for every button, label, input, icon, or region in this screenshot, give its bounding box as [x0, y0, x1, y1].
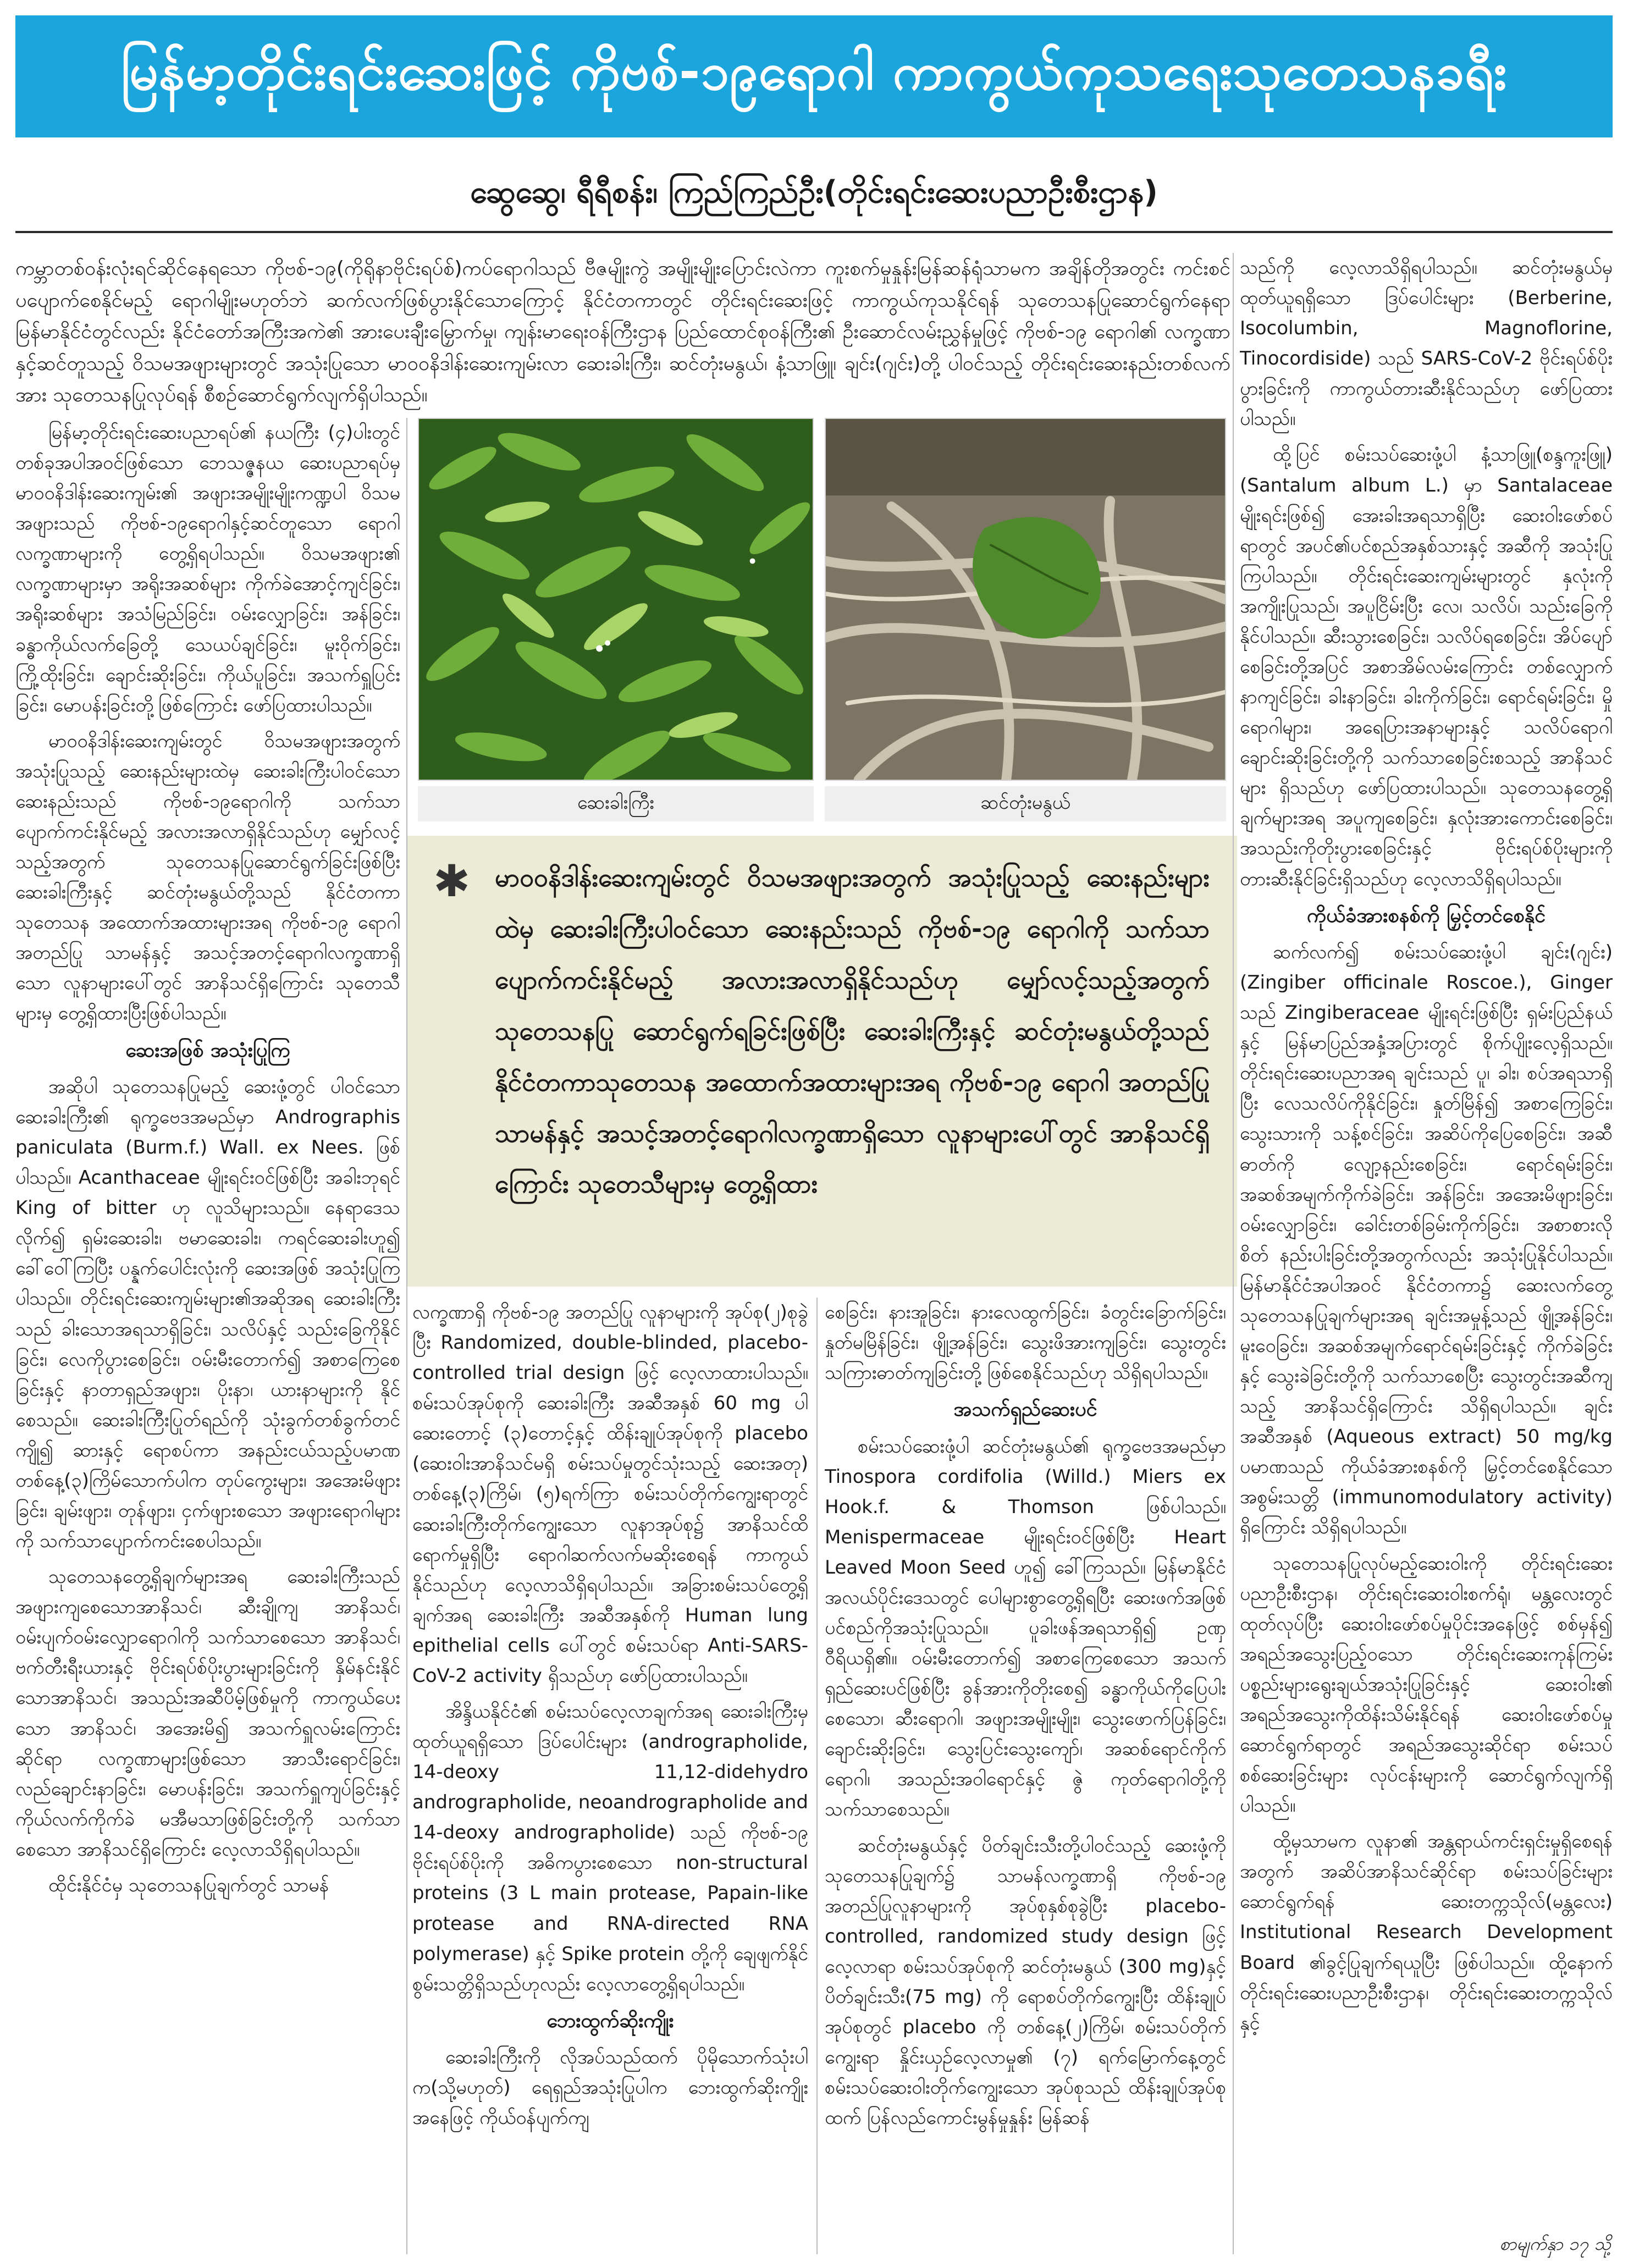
column-4	[1240, 253, 1613, 2227]
col2-paragraph-3: ဆေးခါးကြီးကို လိုအပ်သည်ထက် ပိုမိုသောက်သုံးပါက(သို့မဟုတ်) ရေရှည်အသုံးပြုပါက ဘေးထွက်ဆိုးကျိုးအနေဖြင့် ကိုယ်ဝန်ပျက်ကျ	[412, 2046, 808, 2129]
photo-tinospora	[825, 418, 1226, 781]
photo-andrographis	[418, 418, 814, 781]
col4-paragraph-5: ထို့မှသာမက လူနာ၏ အန္တရာယ်ကင်းရှင်းမှုရှိစေရန်အတွက် အဆိပ်အာနိသင်ဆိုင်ရာ စမ်းသပ်ခြင်းများဆောင်ရွက်ရန် ဆေးတက္ကသိုလ်(မန္တလေး) Institutional Research Development Board ၏ခွင့်ပြုချက်ရယူပြီး ဖြစ်ပါသည်။ ထို့နောက် တိုင်းရင်းဆေးပညာဦးစီးဌာန၊ တိုင်းရင်းဆေးတက္ကသိုလ်နှင့်	[1240, 1830, 1613, 2034]
col4-subheading: ကိုယ်ခံအားစနစ်ကို မြှင့်တင်စေနိုင်	[1306, 904, 1546, 927]
col1-paragraph-1: မြန်မာ့တိုင်းရင်းဆေးပညာရပ်၏ နယကြီး (၄)ပါးတွင် တစ်ခုအပါအဝင်ဖြစ်သော ဘေသဇ္ဇနယ ဆေးပညာရပ်မှ မာဝဝနိဒါန်းဆေးကျမ်း၏ အဖျားအမျိုးမျိုးကဏ္ဍပါ ဝိသမအဖျားသည် ကိုဗစ်-၁၉ရောဂါနှင့်ဆင်တူသော ရောဂါလက္ခဏာများကို တွေ့ရှိရပါသည်။ ဝိသမအဖျား၏ လက္ခဏာများမှာ အရိုးအဆစ်များ ကိုက်ခဲအောင့်ကျင်ခြင်း၊ အရိုးဆစ်များ အသံမြည်ခြင်း၊ ဝမ်းလျှောခြင်း၊ အန်ခြင်း၊ ခန္ဓာကိုယ်လက်ခြေတို့ သေယပ်ချင်ခြင်း၊ မူးဝိုက်ခြင်း၊ ကြို့ထိုးခြင်း၊ ချောင်းဆိုးခြင်း၊ ကိုယ်ပူခြင်း၊ အသက်ရှူပြင်းခြင်း၊ မောပန်းခြင်းတို့ဖြစ်ကြောင်း ဖော်ပြထားပါသည်။	[15, 422, 400, 716]
column-1	[15, 418, 400, 2254]
col2-paragraph-2: အိန္ဒိယနိုင်ငံ၏ စမ်းသပ်လေ့လာချက်အရ ဆေးခါးကြီးမှ ထုတ်ယူရရှိသော ဒြပ်ပေါင်းများ (andrographolide, 14-deoxy 11,12-didehydro andrographolide, neoandrographolide and 14-deoxy andrographolide) သည် ကိုဗစ်-၁၉ ဗိုင်းရပ်စ်ပိုးကို အဓိကပွားစေသော non-structural proteins (3 L main protease, Papain-like protease and RNA-directed RNA polymerase) နှင့် Spike protein တို့ကို ချေဖျက်နိုင်စွမ်းသတ္တိရှိသည်ဟုလည်း လေ့လာတွေ့ရှိရပါသည်။	[412, 1701, 808, 1995]
col3-subheading: အသက်ရှည်ဆေးပင်	[953, 1398, 1097, 1421]
column-divider-2	[816, 1298, 818, 2254]
pull-quote-box	[407, 836, 1237, 1287]
col4-paragraph-1: သည်ကို လေ့လာသိရှိရပါသည်။ ဆင်တုံးမနွယ်မှ ထုတ်ယူရရှိသော ဒြပ်ပေါင်းများ (Berberine, Isocolumbin, Magnoflorine, Tinocordiside) သည် SARS-CoV-2 ဗိုင်းရပ်စ်ပိုးပွားခြင်းကို ကာကွယ်တားဆီးနိုင်သည်ဟု ဖော်ပြထားပါသည်။	[1240, 257, 1613, 431]
col3-paragraph-2: စမ်းသပ်ဆေးဖုံ့ပါ ဆင်တုံးမနွယ်၏ ရုက္ခဗေဒအမည်မှာ Tinospora cordifolia (Willd.) Miers ex Hook.f. & Thomson ဖြစ်ပါသည်။ Menispermaceae မျိုးရင်းဝင်ဖြစ်ပြီး Heart Leaved Moon Seed ဟူ၍ ခေါ်ကြသည်။ မြန်မာနိုင်ငံအလယ်ပိုင်းဒေသတွင် ပေါများစွာတွေ့ရှိရပြီး ဆေးဖက်အဖြစ်ပင်စည်ကိုအသုံးပြုသည်။ ပူခါးဖန်အရသာရှိ၍ ဥဏှဝီရိယရှိ၏။ ဝမ်းမီးတောက်၍ အစာကြေစေသော အသက်ရှည်ဆေးပင်ဖြစ်ပြီး ခွန်အားကိုတိုးစေ၍ ခန္ဓာကိုယ်ကိုပြေပါးစေသော၊ ဆီးရောဂါ၊ အဖျားအမျိုးမျိုး၊ သွေးဖောက်ပြန်ခြင်း၊ ချောင်းဆိုးခြင်း၊ သွေးပြင်းသွေးကျော်၊ အဆစ်ရောင်ကိုက်ရောဂါ၊ အသည်းအဝါရောင်နှင့် ဇွဲ ကုတ်ရောဂါတို့ကို သက်သာစေသည်။	[825, 1435, 1226, 1821]
continued-note: စာမျက်နှာ ၁၇ သို့	[1499, 2233, 1611, 2254]
caption-tinospora: ဆင်တုံးမနွယ်	[825, 786, 1226, 821]
col1-paragraph-4: သုတေသနတွေ့ရှိချက်များအရ ဆေးခါးကြီးသည် အဖျားကျစေသောအာနိသင်၊ ဆီးချိုကျ အာနိသင်၊ ဝမ်းပျက်ဝမ်းလျှောရောဂါကို သက်သာစေသော အာနိသင်၊ ဗက်တီးရီးယားနှင့် ဗိုင်းရပ်စ်ပိုးပွားများခြင်းကို နှိမ်နင်းနိုင်သောအာနိသင်၊ အသည်းအဆီပိမ့်ဖြစ်မှုကို ကာကွယ်ပေးသော အာနိသင်၊ အအေးမိ၍ အသက်ရှူလမ်းကြောင်းဆိုင်ရာ လက္ခဏာများဖြစ်သော အာသီးရောင်ခြင်း၊ လည်ချောင်းနာခြင်း၊ မောပန်းခြင်း၊ အသက်ရှူကျပ်ခြင်းနှင့် ကိုယ်လက်ကိုက်ခဲ မအီမသာဖြစ်ခြင်းတို့ကို သက်သာစေသော အာနိသင်ရှိကြောင်း လေ့လာသိရှိရပါသည်။	[15, 1566, 400, 1861]
asterisk-icon: ✱	[433, 856, 471, 907]
andrographis-plant-image	[419, 419, 813, 780]
col1-paragraph-3: အဆိုပါ သုတေသနပြုမည့် ဆေးဖုံ့တွင် ပါဝင်သော ဆေးခါးကြီး၏ ရုက္ခဗေဒအမည်မှာ Andrographis paniculata (Burm.f.) Wall. ex Nees. ဖြစ်ပါသည်။ Acanthaceae မျိုးရင်းဝင်ဖြစ်ပြီး အခါးဘုရင် King of bitter ဟု လူသိများသည်။ နေရာဒေသလိုက်၍ ရှမ်းဆေးခါး၊ ဗမာဆေးခါး၊ ကရင်ဆေးခါးဟူ၍ ခေါ်ဝေါ်ကြပြီး ပန္နက်ပေါင်းလုံးကို ဆေးအဖြစ် အသုံးပြုကြပါသည်။ တိုင်းရင်းဆေးကျမ်းများ၏အဆိုအရ ဆေးခါးကြီးသည် ခါးသောအရသာရှိခြင်း၊ သလိပ်နှင့် သည်းခြေကိုနိုင်ခြင်း၊ လေကိုပွားစေခြင်း၊ ဝမ်းမီးတောက်၍ အစာကြေစေခြင်းနှင့် နာတာရှည်အဖျား၊ ပိုးနာ၊ ယားနာများကို နိုင်စေသည်။ ဆေးခါးကြီးပြုတ်ရည်ကို သုံးခွက်တစ်ခွက်တင် ကျို၍ ဆားနှင့် ရောစပ်ကာ အနည်းငယ်သည့်ပမာဏ တစ်နေ့(၃)ကြိမ်သောက်ပါက တုပ်ကွေးများ၊ အအေးမိဖျားခြင်း၊ ချမ်းဖျား၊ တုန်ဖျား၊ ငှက်ဖျားစသော အဖျားရောဂါများကို သက်သာပျောက်ကင်းစေပါသည်။	[15, 1075, 400, 1553]
header-rule	[15, 231, 1613, 233]
col3-paragraph-1: စေခြင်း၊ နားအူခြင်း၊ နားလေထွက်ခြင်း၊ ခံတွင်းခြောက်ခြင်း၊ နှုတ်မမြိန်ခြင်း၊ ဖျို့အန်ခြင်း၊ သွေးဖိအားကျခြင်း၊ သွေးတွင်းသကြားဓာတ်ကျခြင်းတို့ ဖြစ်စေနိုင်သည်ဟု သိရှိရပါသည်။	[825, 1301, 1226, 1384]
column-divider-3	[1233, 253, 1234, 2254]
col1-paragraph-2: မာဝဝနိဒါန်းဆေးကျမ်းတွင် ဝိသမအဖျားအတွက် အသုံးပြုသည့် ဆေးနည်းများထဲမှ ဆေးခါးကြီးပါဝင်သော ဆေးနည်းသည် ကိုဗစ်-၁၉ရောဂါကို သက်သာပျောက်ကင်းနိုင်မည့် အလားအလာရှိနိုင်သည်ဟု မျှော်လင့်သည့်အတွက် သုတေသနပြုဆောင်ရွက်ခြင်းဖြစ်ပြီး ဆေးခါးကြီးနှင့် ဆင်တုံးမနွယ်တို့သည် နိုင်ငံတကာသုတေသန အထောက်အထားများအရ ကိုဗစ်-၁၉ ရောဂါ အတည်ပြု သာမန်နှင့် အသင့်အတင့်ရောဂါလက္ခဏာရှိသော လူနာများပေါ်တွင် အာနိသင်ရှိကြောင်း သုတေသီများမှ တွေ့ရှိထားပြီးဖြစ်ပါသည်။	[15, 730, 400, 1025]
byline-text: ဆွေဆွေ၊ ရီရီစန်း၊ ကြည်ကြည်ဦး(တိုင်းရင်းဆေးပညာဦးစီးဌာန)	[470, 174, 1158, 210]
col4-paragraph-4: သုတေသနပြုလုပ်မည့်ဆေးဝါးကို တိုင်းရင်းဆေးပညာဦးစီးဌာန၊ တိုင်းရင်းဆေးဝါးစက်ရုံ၊ မန္တလေးတွင် ထုတ်လုပ်ပြီး ဆေးဝါးဖော်စပ်မှုပိုင်းအနေဖြင့် စစ်မှန်၍ အရည်အသွေးပြည့်ဝသော တိုင်းရင်းဆေးကုန်ကြမ်းပစ္စည်းများရွေးချယ်အသုံးပြုခြင်းနှင့် ဆေးဝါး၏ အရည်အသွေးကိုထိန်းသိမ်းနိုင်ရန် ဆေးဝါးဖော်စပ်မှုဆောင်ရွက်ရာတွင် အရည်အသွေးဆိုင်ရာ စမ်းသပ်စစ်ဆေးခြင်းများ လုပ်ငန်းများကို ဆောင်ရွက်လျက်ရှိပါသည်။	[1240, 1552, 1613, 1817]
caption-andrographis: ဆေးခါးကြီး	[418, 786, 814, 821]
col2-subheading: ဘေးထွက်ဆိုးကျိုး	[547, 2009, 674, 2032]
col1-paragraph-5: ထိုင်းနိုင်ငံမှ သုတေသနပြုချက်တွင် သာမန်	[48, 1874, 329, 1896]
column-2	[412, 1298, 808, 2254]
col3-paragraph-3: ဆင်တုံးမနွယ်နှင့် ပိတ်ချင်းသီးတို့ပါဝင်သည့် ဆေးဖုံ့ကို သုတေသနပြုချက်၌ သာမန်လက္ခဏာရှိ ကိုဗစ်-၁၉ အတည်ပြုလူနာများကို အုပ်စုနှစ်စုခွဲပြီး placebo-controlled, randomized study design ဖြင့်လေ့လာရာ စမ်းသပ်အုပ်စုကို ဆင်တုံးမနွယ် (300 mg)နှင့် ပိတ်ချင်းသီး(75 mg) ကို ရောစပ်တိုက်ကျွေးပြီး ထိန်းချုပ်အုပ်စုတွင် placebo ကို တစ်နေ့(၂)ကြိမ်၊ စမ်းသပ်တိုက်ကျွေးရာ နှိုင်းယှဉ်လေ့လာမှု၏ (၇) ရက်မြောက်နေ့တွင် စမ်းသပ်ဆေးဝါးတိုက်ကျွေးသော အုပ်စုသည် ထိန်းချုပ်အုပ်စုထက် ပြန်လည်ကောင်းမွန်မှုနှုန်း မြန်ဆန်	[825, 1834, 1226, 2129]
byline	[0, 165, 1628, 225]
col4-paragraph-2: ထို့ပြင် စမ်းသပ်ဆေးဖုံ့ပါ နံ့သာဖြူ(စန္ဒကူးဖြူ) (Santalum album L.) မှာ Santalaceae မျိုးရင်းဖြစ်၍ အေးခါးအရသာရှိပြီး ဆေးဝါးဖော်စပ်ရာတွင် အပင်၏ပင်စည်အနှစ်သားနှင့် အဆီကို အသုံးပြုကြပါသည်။ တိုင်းရင်းဆေးကျမ်းများတွင် နှလုံးကိုအကျိုးပြုသည်၊ အပူငြိမ်းပြီး လေ၊ သလိပ်၊ သည်းခြေကိုနိုင်ပါသည်။ ဆီးသွားစေခြင်း၊ သလိပ်ရစေခြင်း၊ အိပ်ပျော်စေခြင်းတို့အပြင် အစာအိမ်လမ်းကြောင်း တစ်လျှောက်နာကျင်ခြင်း၊ ခါးနာခြင်း၊ ခါးကိုက်ခြင်း၊ ရောင်ရမ်းခြင်း၊ မှိုရောဂါများ၊ အရေပြားအနာများနှင့် သလိပ်ရောဂါ ချောင်းဆိုးခြင်းတို့ကို သက်သာစေခြင်းစသည့် အာနိသင်များ ရှိသည်ဟု ဖော်ပြထားပါသည်။ သုတေသနတွေ့ရှိချက်များအရ အပူကျစေခြင်း၊ နှလုံးအားကောင်းစေခြင်း၊ အသည်းကိုတိုးပွားစေခြင်းနှင့် ဗိုင်းရပ်စ်ပိုးများကို တားဆီးနိုင်ခြင်းရှိသည်ဟု လေ့လာသိရှိရပါသည်။	[1240, 444, 1613, 890]
lead-paragraph: ကမ္ဘာတစ်ဝန်းလုံးရင်ဆိုင်နေရသော ကိုဗစ်-၁၉(ကိုရိုနာဗိုင်းရပ်စ်)ကပ်ရောဂါသည် ဗီဇမျိုးကွဲ အမျိုးမျိုးပြောင်းလဲကာ ကူးစက်မှုနှုန်းမြန်ဆန်ရုံသာမက အချိန်တိုအတွင်း ကင်းစင်ပပျောက်စေနိုင်မည့် ရောဂါမျိုးမဟုတ်ဘဲ ဆက်လက်ဖြစ်ပွားနိုင်သောကြောင့် နိုင်ငံတကာတွင် တိုင်းရင်းဆေးဖြင့် ကာကွယ်ကုသနိုင်ရန် သုတေသနပြုဆောင်ရွက်နေရာ မြန်မာနိုင်ငံတွင်လည်း နိုင်ငံတော်အကြီးအကဲ၏ အားပေးချီးမြှောက်မှု၊ ကျန်းမာရေးဝန်ကြီးဌာန ပြည်ထောင်စုဝန်ကြီး၏ ဦးဆောင်လမ်းညွှန်မှုဖြင့် ကိုဗစ်-၁၉ ရောဂါ၏ လက္ခဏာနှင့်ဆင်တူသည့် ဝိသမအဖျားများတွင် အသုံးပြုသော မာဝဝနိဒါန်းဆေးကျမ်းလာ ဆေးခါးကြီး၊ ဆင်တုံးမနွယ်၊ နံ့သာဖြူ၊ ချင်း(ဂျင်း)တို့ ပါဝင်သည့် တိုင်းရင်းဆေးနည်းတစ်လက်အား သုတေသနပြုလုပ်ရန် စီစဉ်ဆောင်ရွက်လျက်ရှိပါသည်။	[15, 257, 1230, 407]
column-divider-1	[406, 418, 407, 2254]
tinospora-vine-image	[826, 419, 1225, 780]
title-banner	[15, 15, 1613, 137]
column-3	[825, 1298, 1226, 2254]
page-title: မြန်မာ့တိုင်းရင်းဆေးဖြင့် ကိုဗစ်-၁၉ရောဂါ ကာကွယ်ကုသရေးသုတေသနခရီး	[120, 42, 1508, 101]
col2-paragraph-1: လက္ခဏာရှိ ကိုဗစ်-၁၉ အတည်ပြု လူနာများကို အုပ်စု(၂)စုခွဲပြီး Randomized, double-blinded, placebo-controlled trial design ဖြင့် လေ့လာထားပါသည်။ စမ်းသပ်အုပ်စုကို ဆေးခါးကြီး အဆီအနှစ် 60 mg ပါ ဆေးတောင့် (၃)တောင့်နှင့် ထိန်းချုပ်အုပ်စုကို placebo (ဆေးဝါးအာနိသင်မရှိ စမ်းသပ်မှုတွင်သုံးသည့် ဆေးအတု) တစ်နေ့(၃)ကြိမ်၊ (၅)ရက်ကြာ စမ်းသပ်တိုက်ကျွေးရာတွင် ဆေးခါးကြီးတိုက်ကျွေးသော လူနာအုပ်စု၌ အာနိသင်ထိရောက်မှုရှိပြီး ရောဂါဆက်လက်မဆိုးစေရန် ကာကွယ်နိုင်သည်ဟု လေ့လာသိရှိရပါသည်။ အခြားစမ်းသပ်တွေ့ရှိချက်အရ ဆေးခါးကြီး အဆီအနှစ်ကို Human lung epithelial cells ပေါ်တွင် စမ်းသပ်ရာ Anti-SARS-CoV-2 activity ရှိသည်ဟု ဖော်ပြထားပါသည်။	[412, 1301, 808, 1687]
col1-subheading: ဆေးအဖြစ် အသုံးပြုကြ	[125, 1039, 290, 1062]
pull-quote-text: မာဝဝနိဒါန်းဆေးကျမ်းတွင် ဝိသမအဖျားအတွက် အသုံးပြုသည့် ဆေးနည်းများထဲမှ ဆေးခါးကြီးပါဝင်သော ဆေးနည်းသည် ကိုဗစ်-၁၉ ရောဂါကို သက်သာပျောက်ကင်းနိုင်မည့် အလားအလာရှိနိုင်သည်ဟု မျှော်လင့်သည့်အတွက် သုတေသနပြု ဆောင်ရွက်ရခြင်းဖြစ်ပြီး ဆေးခါးကြီးနှင့် ဆင်တုံးမနွယ်တို့သည် နိုင်ငံတကာသုတေသန အထောက်အထားများအရ ကိုဗစ်-၁၉ ရောဂါ အတည်ပြု သာမန်နှင့် အသင့်အတင့်ရောဂါလက္ခဏာရှိသော လူနာများပေါ်တွင် အာနိသင်ရှိကြောင်း သုတေသီများမှ တွေ့ရှိထား	[495, 863, 1210, 1199]
col4-paragraph-3: ဆက်လက်၍ စမ်းသပ်ဆေးဖုံ့ပါ ချင်း(ဂျင်း) (Zingiber officinale Roscoe.), Ginger သည် Zingiberaceae မျိုးရင်းဖြစ်ပြီး ရှမ်းပြည်နယ်နှင့် မြန်မာပြည်အနှံ့အပြားတွင် စိုက်ပျိုးလေ့ရှိသည်။ တိုင်းရင်းဆေးပညာအရ ချင်းသည် ပူ၊ ခါး၊ စပ်အရသာရှိပြီး လေသလိပ်ကိုနိုင်ခြင်း၊ နှုတ်မြိန်၍ အစာကြေခြင်း၊ သွေးသားကို သန့်စင်ခြင်း၊ အဆိပ်ကိုပြေစေခြင်း၊ အဆီဓာတ်ကို လျော့နည်းစေခြင်း၊ ရောင်ရမ်းခြင်း၊ အဆစ်အမျက်ကိုက်ခဲခြင်း၊ အန်ခြင်း၊ အအေးမိဖျားခြင်း၊ ဝမ်းလျှောခြင်း၊ ခေါင်းတစ်ခြမ်းကိုက်ခြင်း၊ အစာစားလိုစိတ် နည်းပါးခြင်းတို့အတွက်လည်း အသုံးပြုနိုင်ပါသည်။ မြန်မာနိုင်ငံအပါအဝင် နိုင်ငံတကာ၌ ဆေးလက်တွေ့သုတေသနပြုချက်များအရ ချင်းအမှုန့်သည် ဖျို့အန်ခြင်း၊ မူးဝေခြင်း၊ အဆစ်အမျက်ရောင်ရမ်းခြင်းနှင့် ကိုက်ခဲခြင်းနှင့် သွေးခဲခြင်းတို့ကို သက်သာစေပြီး သွေးတွင်းအဆီကျသည့် အာနိသင်ရှိကြောင်း သိရှိရပါသည်။ ချင်းအဆီအနှစ် (Aqueous extract) 50 mg/kg ပမာဏသည် ကိုယ်ခံအားစနစ်ကို မြှင့်တင်စေနိုင်သော အစွမ်းသတ္တိ (immunomodulatory activity) ရှိကြောင်း သိရှိရပါသည်။	[1240, 941, 1613, 1539]
